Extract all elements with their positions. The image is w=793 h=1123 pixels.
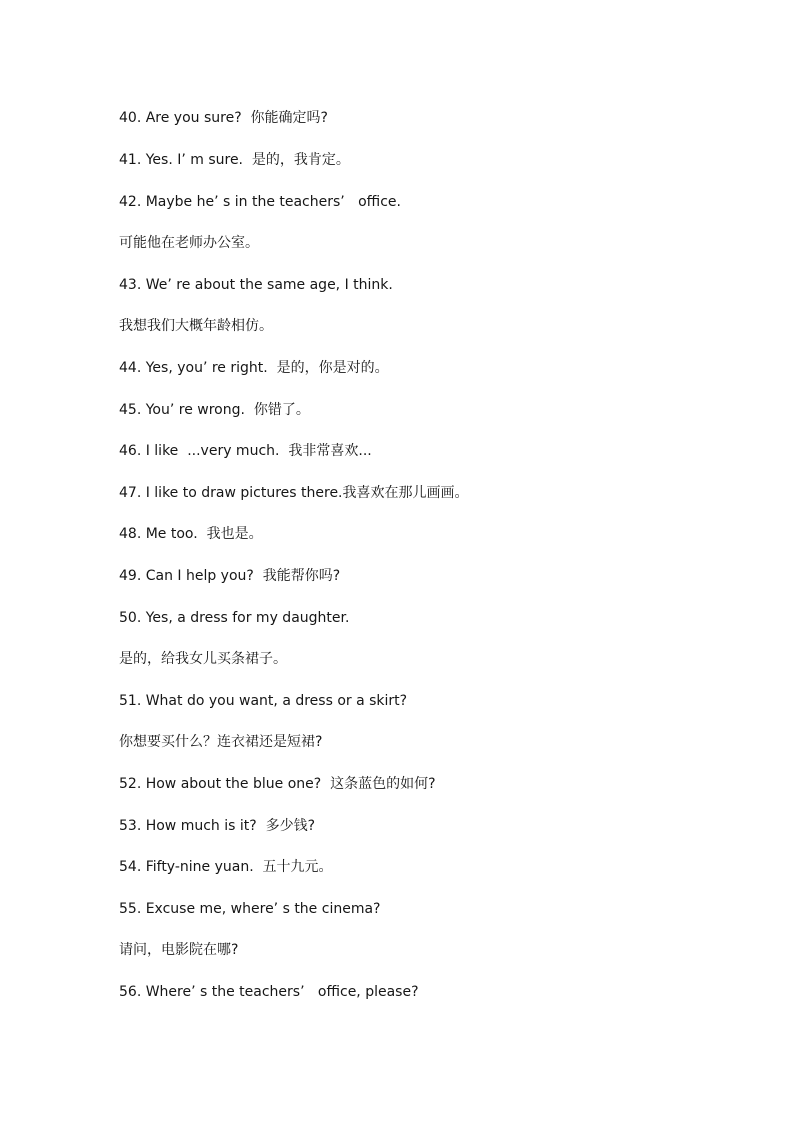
text-line: 42. Maybe he’ s in the teachers’ office.: [119, 194, 401, 210]
text-line: 40. Are you sure? 你能确定吗?: [119, 110, 328, 126]
text-line: 45. You’ re wrong. 你错了。: [119, 402, 310, 418]
text-line: 我想我们大概年龄相仿。: [119, 318, 273, 334]
text-line: 52. How about the blue one? 这条蓝色的如何?: [119, 776, 436, 792]
text-line: 50. Yes, a dress for my daughter.: [119, 610, 350, 626]
text-line: 请问，电影院在哪?: [119, 942, 239, 958]
text-line: 43. We’ re about the same age, I think.: [119, 277, 393, 293]
text-line: 48. Me too. 我也是。: [119, 526, 263, 542]
text-line: 44. Yes, you’ re right. 是的，你是对的。: [119, 360, 389, 376]
text-line: 41. Yes. I’ m sure. 是的，我肯定。: [119, 152, 350, 168]
text-line: 49. Can I help you? 我能帮你吗?: [119, 568, 341, 584]
text-line: 54. Fifty-nine yuan. 五十九元。: [119, 859, 333, 875]
text-line: 47. I like to draw pictures there.我喜欢在那儿画画。: [119, 485, 469, 501]
text-line: 你想要买什么？连衣裙还是短裙?: [119, 734, 323, 750]
text-line: 46. I like ...very much. 我非常喜欢...: [119, 443, 372, 459]
text-line: 51. What do you want, a dress or a skirt?: [119, 693, 408, 709]
text-line: 53. How much is it? 多少钱?: [119, 818, 316, 834]
text-line: 56. Where’ s the teachers’ office, please?: [119, 984, 419, 1000]
text-line: 可能他在老师办公室。: [119, 235, 259, 251]
text-line: 55. Excuse me, where’ s the cinema?: [119, 901, 381, 917]
text-line: 是的，给我女儿买条裙子。: [119, 651, 287, 667]
